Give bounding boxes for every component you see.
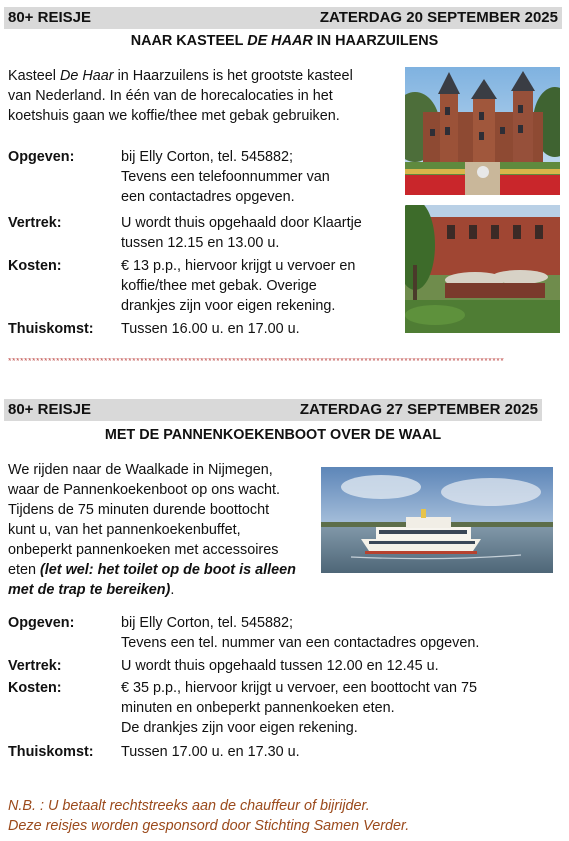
trip1-kosten-label: Kosten: — [8, 258, 62, 274]
payment-note: N.B. : U betaalt rechtstreeks aan de chauffeur of bijrijder. — [8, 798, 370, 814]
trip1-thuiskomst-value: Tussen 16.00 u. en 17.00 u. — [121, 321, 300, 337]
trip1-opgeven-value: bij Elly Corton, tel. 545882; Tevens een telefoonnummer van een contactadres opgeven. — [121, 149, 330, 205]
trip1-thuiskomst-label: Thuiskomst: — [8, 321, 94, 337]
section-separator: **************************************************************************************************************************** — [8, 358, 505, 364]
trip2-opgeven-value: bij Elly Corton, tel. 545882; Tevens een tel. nummer van een contactadres opgeven. — [121, 615, 480, 651]
trip1-kosten-value: € 13 p.p., hiervoor krijgt u vervoer en koffie/thee met gebak. Overige drankjes zijn voor eigen rekening. — [121, 258, 356, 314]
trip1-title: NAAR KASTEEL DE HAAR IN HAARZUILENS — [130, 33, 439, 49]
castle-photo — [405, 67, 560, 195]
trip1-intro: Kasteel De Haar in Haarzuilens is het grootste kasteel van Nederland. In één van de horecalocaties in het koetshuis gaan we koffie/thee met gebak gebruiken. — [8, 68, 353, 124]
trip1-date: ZATERDAG 20 SEPTEMBER 2025 — [319, 9, 558, 26]
trip2-date: ZATERDAG 27 SEPTEMBER 2025 — [299, 401, 538, 418]
trip2-header-band — [4, 399, 542, 421]
trip2-title: MET DE PANNENKOEKENBOOT OVER DE WAAL — [104, 427, 442, 443]
trip2-kosten-value: € 35 p.p., hiervoor krijgt u vervoer, een boottocht van 75 minuten en onbeperkt pannenkoeken eten. De drankjes zijn voor eigen rekening. — [121, 680, 477, 736]
trip1-vertrek-label: Vertrek: — [8, 215, 62, 231]
trip2-thuiskomst-value: Tussen 17.00 u. en 17.30 u. — [121, 744, 300, 760]
trip1-vertrek-value: U wordt thuis opgehaald door Klaartje tussen 12.15 en 13.00 u. — [121, 215, 362, 251]
pancake-boat-photo — [321, 467, 553, 573]
trip2-intro: We rijden naar de Waalkade in Nijmegen, waar de Pannenkoekenboot op ons wacht. Tijdens de 75 minuten durende boottocht kunt u, van het pannenkoekenbuffet, onbeperkt pannenkoeken met accessoires eten (let wel: het toilet op de boot is alleen met de trap te bereiken). — [8, 462, 296, 598]
terrace-photo — [405, 205, 560, 333]
trip2-vertrek-value: U wordt thuis opgehaald tussen 12.00 en 12.45 u. — [121, 658, 439, 674]
sponsor-note: Deze reisjes worden gesponsord door Stichting Samen Verder. — [8, 818, 410, 834]
trip2-kosten-label: Kosten: — [8, 680, 62, 696]
trip2-vertrek-label: Vertrek: — [8, 658, 62, 674]
trip1-group-label: 80+ REISJE — [8, 9, 91, 26]
trip1-opgeven-label: Opgeven: — [8, 149, 75, 165]
trip2-thuiskomst-label: Thuiskomst: — [8, 744, 94, 760]
trip2-opgeven-label: Opgeven: — [8, 615, 75, 631]
trip1-header-band — [4, 7, 562, 29]
trip2-group-label: 80+ REISJE — [8, 401, 91, 418]
